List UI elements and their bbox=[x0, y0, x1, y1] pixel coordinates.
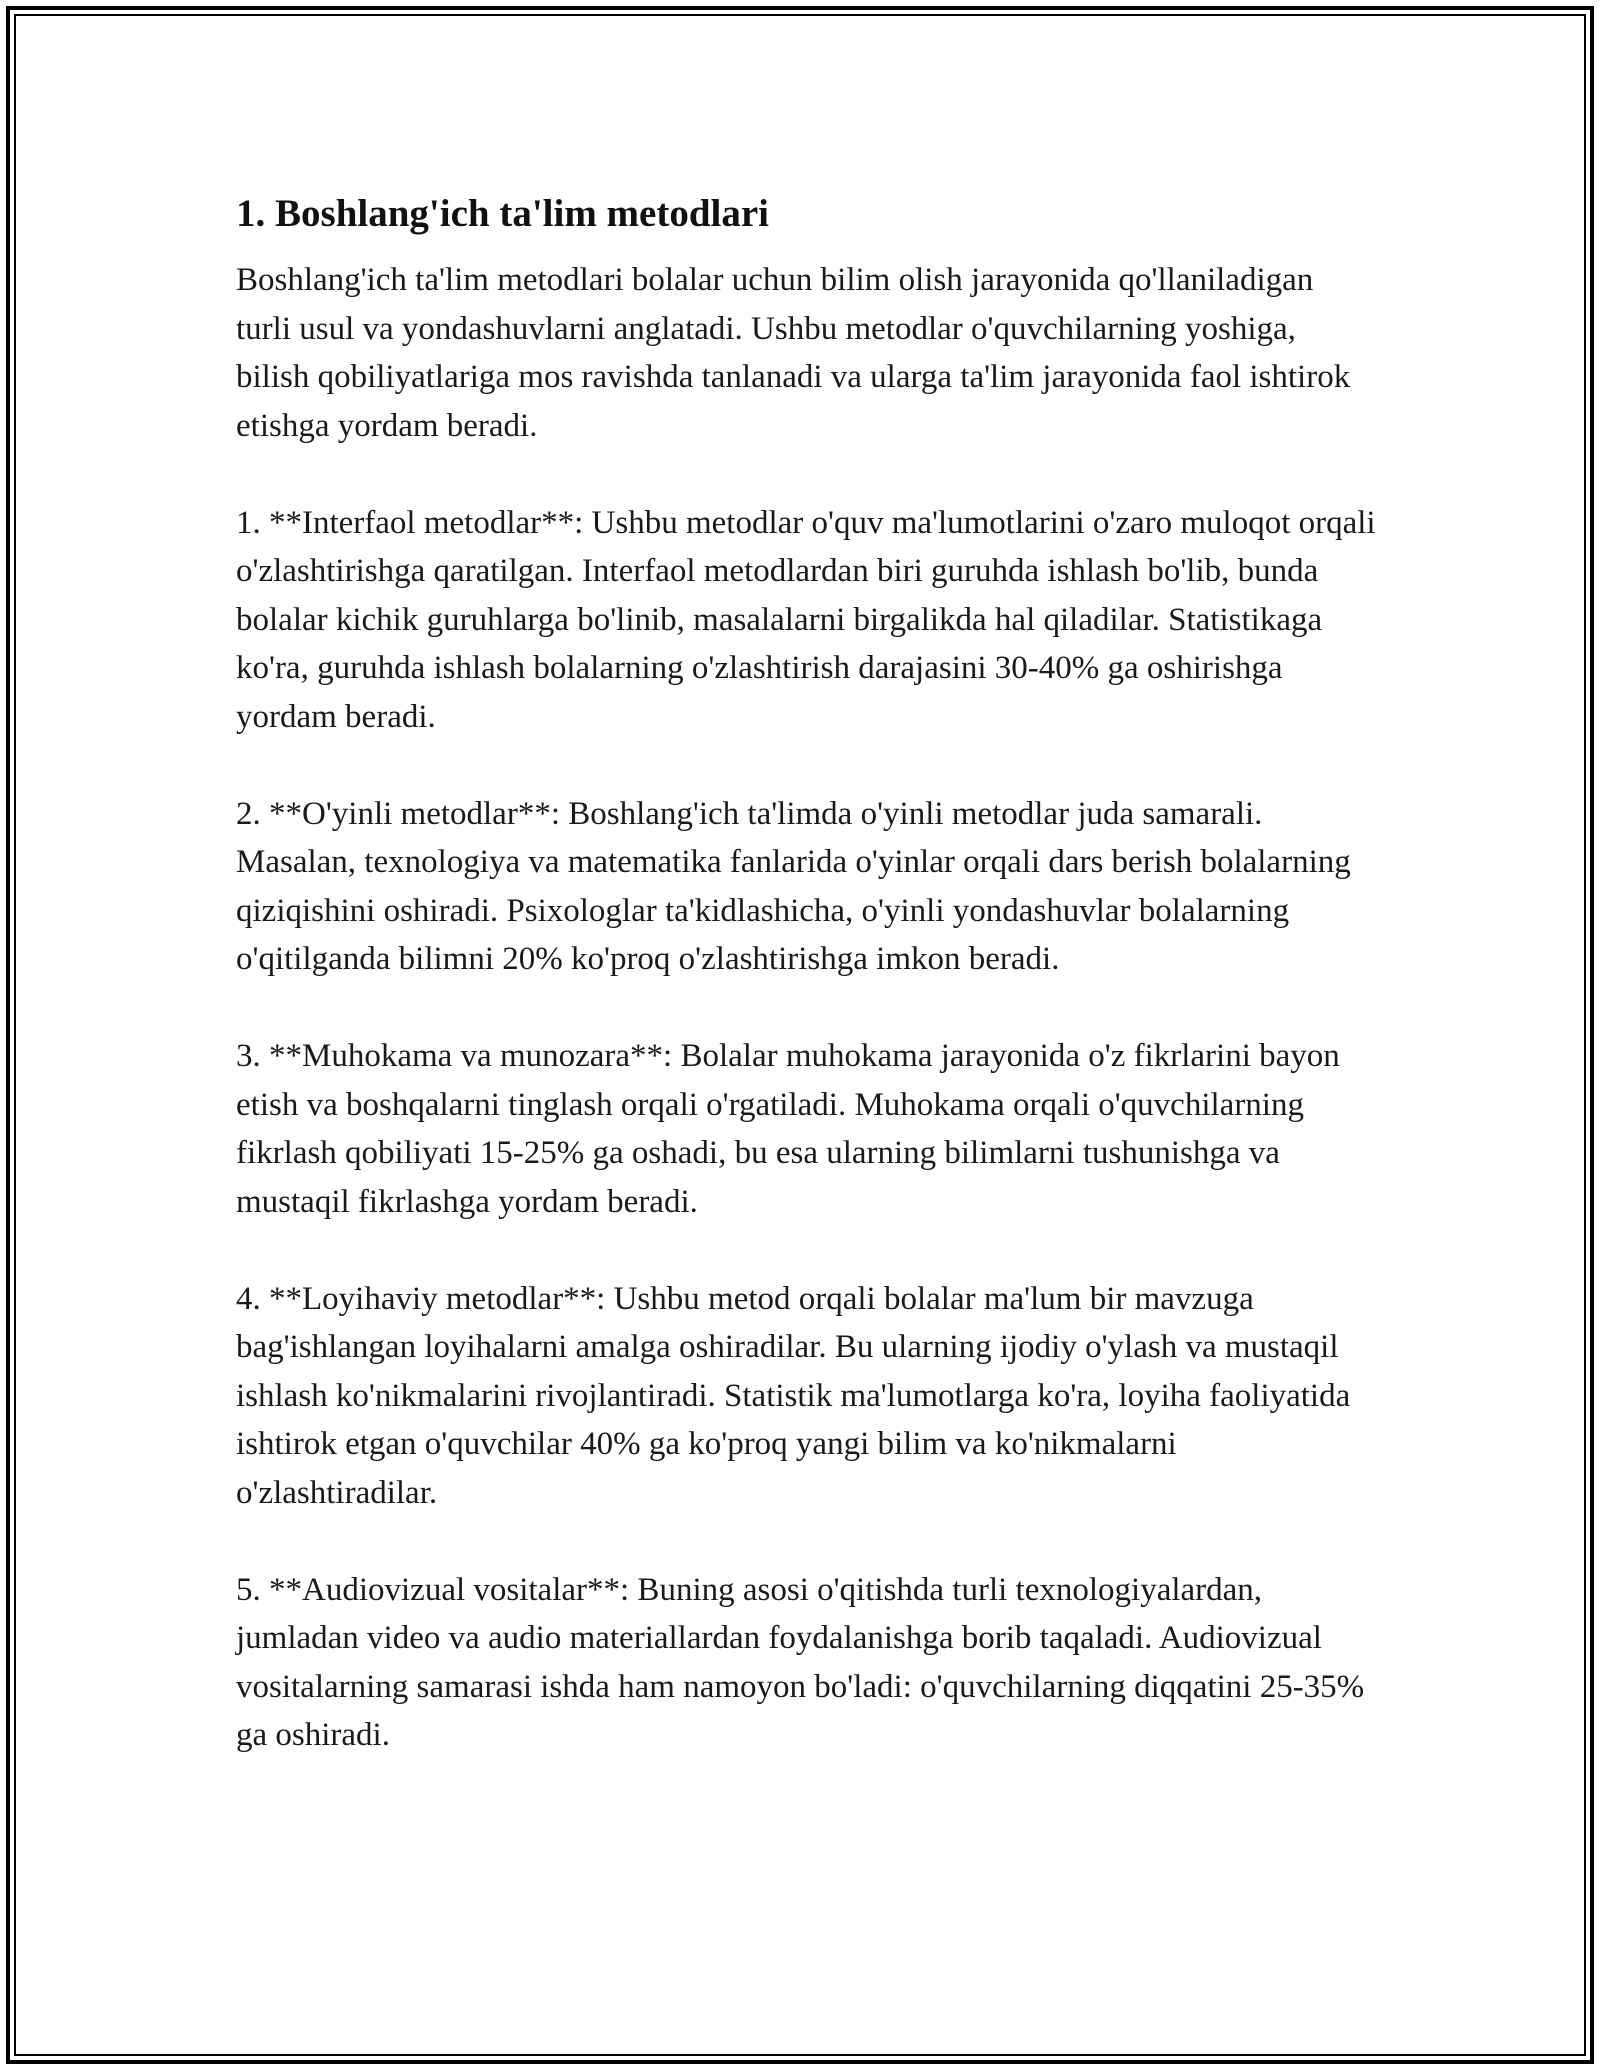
paragraph-oyinli-metodlar: 2. **O'yinli metodlar**: Boshlang'ich ta'limda o'yinli metodlar juda samarali. Masalan, texnologiya va matematika fanlarida o'yinlar orqali dars berish bolalarning qiziqishini oshiradi. Psixologlar ta'kidlashicha, o'yinli yondashuvlar bolalarning o'qitilganda bilimni 20% ko'proq o'zlashtirishga imkon beradi. bbox=[236, 795, 1351, 977]
document-title: 1. Boshlang'ich ta'lim metodlari bbox=[236, 192, 770, 235]
paragraph-audiovizual-vositalar: 5. **Audiovizual vositalar**: Buning asosi o'qitishda turli texnologiyalardan, jumladan video va audio materiallardan foydalanishga borib taqaladi. Audiovizual vositalarning samarasi ishda ham namoyon bo'ladi: o'quvchilarning diqqatini 25-35% ga oshiradi. bbox=[236, 1571, 1365, 1753]
paragraph-interfaol-metodlar: 1. **Interfaol metodlar**: Ushbu metodlar o'quv ma'lumotlarini o'zaro muloqot orqali o'zlashtirishga qaratilgan. Interfaol metodlardan biri guruhda ishlash bo'lib, bunda bolalar kichik guruhlarga bo'linib, masalalarni birgalikda hal qiladilar. Statistikaga ko'ra, guruhda ishlash bolalarning o'zlashtirish darajasini 30-40% ga oshirishga yordam beradi. bbox=[236, 504, 1376, 735]
document-body bbox=[236, 188, 1376, 1808]
paragraph-muhokama-va-munozara: 3. **Muhokama va munozara**: Bolalar muhokama jarayonida o'z fikrlarini bayon etish va boshqalarni tinglash orqali o'rgatiladi. Muhokama orqali o'quvchilarning fikrlash qobiliyati 15-25% ga oshadi, bu esa ularning bilimlarni tushunishga va mustaqil fikrlashga yordam beradi. bbox=[236, 1038, 1340, 1220]
paragraph-loyihaviy-metodlar: 4. **Loyihaviy metodlar**: Ushbu metod orqali bolalar ma'lum bir mavzuga bag'ishlangan loyihalarni amalga oshiradilar. Bu ularning ijodiy o'ylash va mustaqil ishlash ko'nikmalarini rivojlantiradi. Statistik ma'lumotlarga ko'ra, loyiha faoliyatida ishtirok etgan o'quvchilar 40% ga ko'proq yangi bilim va ko'nikmalarni o'zlashtiradilar. bbox=[236, 1280, 1351, 1511]
intro-paragraph: Boshlang'ich ta'lim metodlari bolalar uchun bilim olish jarayonida qo'llaniladigan turli usul va yondashuvlarni anglatadi. Ushbu metodlar o'quvchilarning yoshiga, bilish qobiliyatlariga mos ravishda tanlanadi va ularga ta'lim jarayonida faol ishtirok etishga yordam beradi. bbox=[236, 262, 1351, 444]
